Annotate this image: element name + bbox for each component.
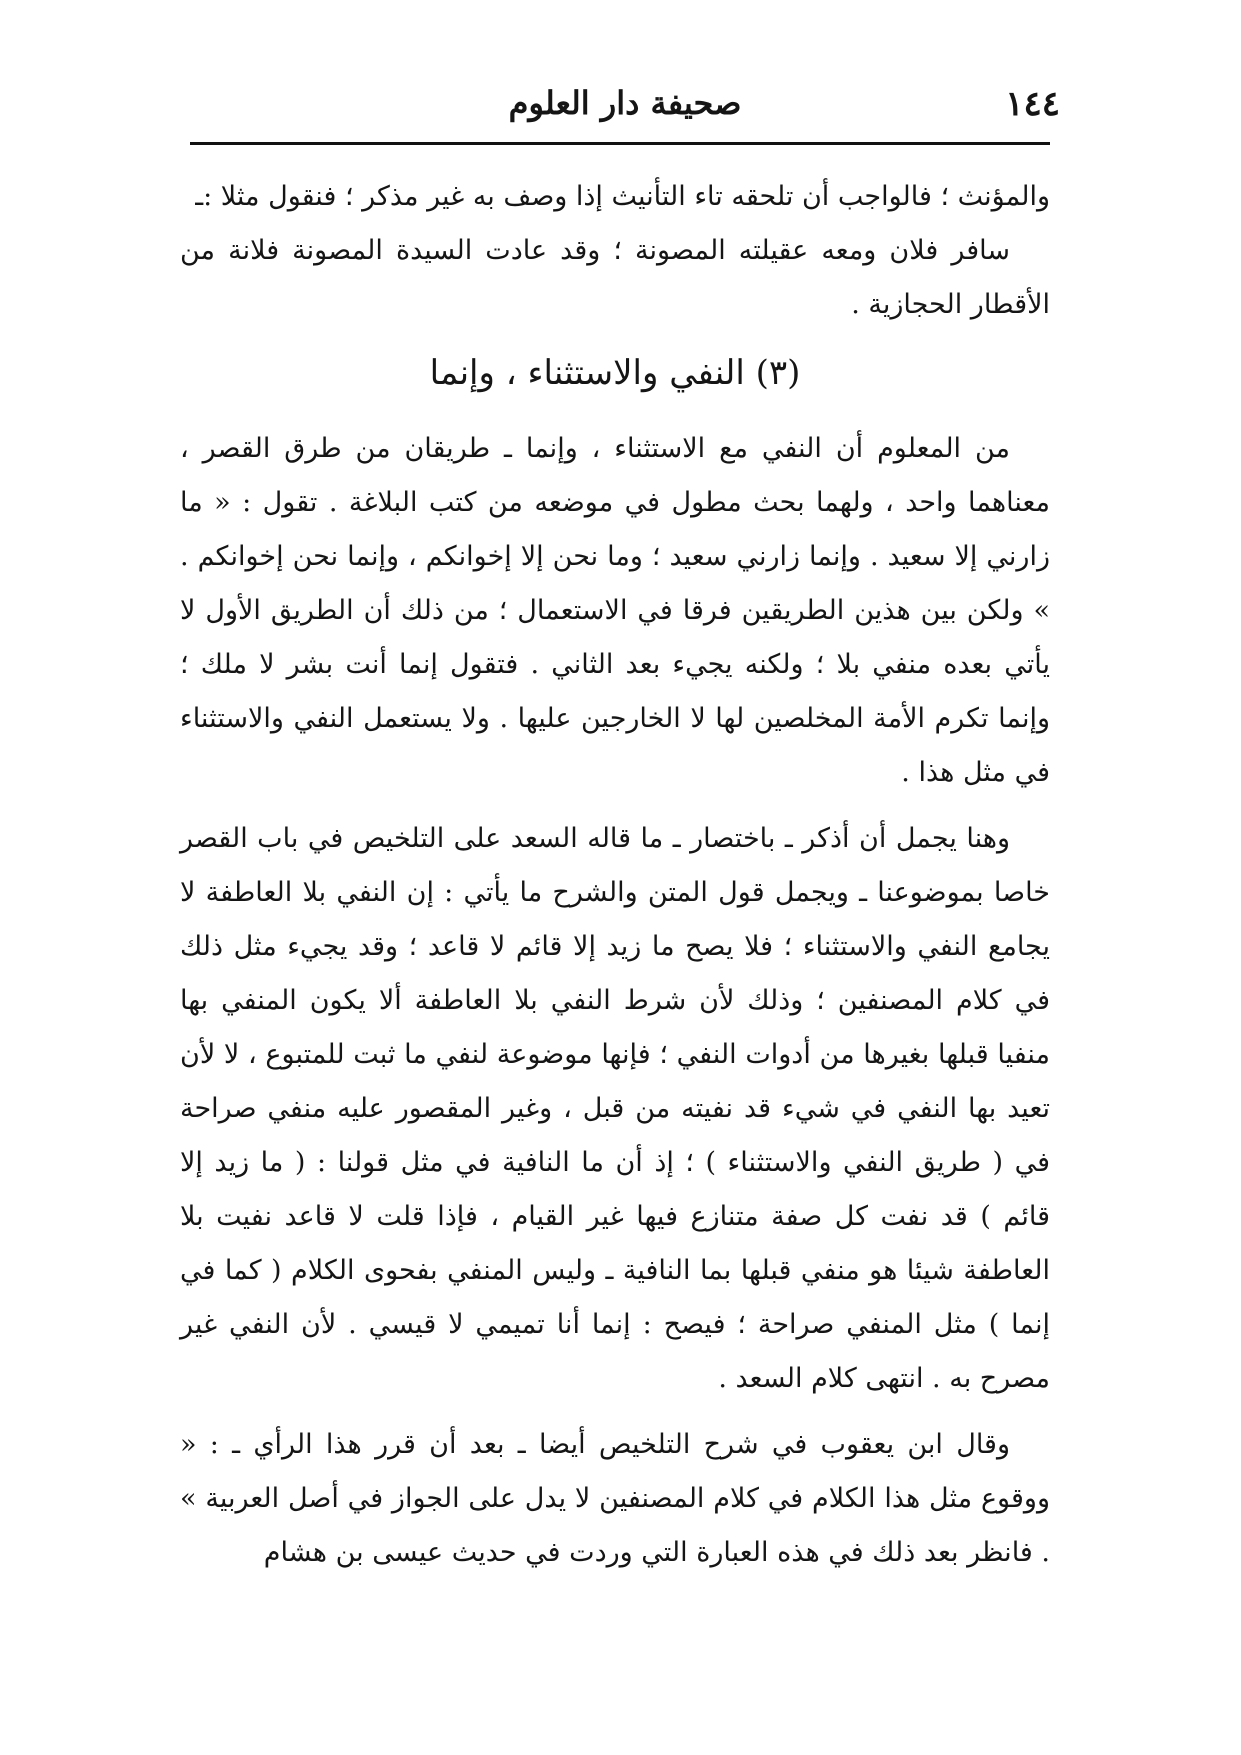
header-rule [190,142,1050,145]
paragraph-2: سافر فلان ومعه عقيلته المصونة ؛ وقد عادت السيدة المصونة فلانة من الأقطار الحجازية . [180,235,1050,320]
section-title: (٣) النفي والاستثناء ، وإنما [429,353,801,393]
paragraph-1: والمؤنث ؛ فالواجب أن تلحقه تاء التأنيث إذا وصف به غير مذكر ؛ فنقول مثلا :ـ [195,181,1050,212]
body-paragraph-1: من المعلوم أن النفي مع الاستثناء ، وإنما ـ طريقان من طرق القصر ، معناهما واحد ، ولهما بحث مطول في موضعه من كتب البلاغة . تقول : « ما زارني إلا سعيد . وإنما زارني سعيد ؛ وما نحن إلا إخوانكم ، وإنما نحن إخوانكم . » ولكن بين هذين الطريقين فرقا في الاستعمال ؛ من ذلك أن الطريق الأول لا يأتي بعده منفي بلا ؛ ولكنه يجيء بعد الثاني . فتقول إنما أنت بشر لا ملك ؛ وإنما تكرم الأمة المخلصين لها لا الخارجين عليها . ولا يستعمل النفي والاستثناء في مثل هذا . [180,433,1050,788]
running-title: صحيفة دار العلوم [508,84,742,122]
body-paragraph-3: وقال ابن يعقوب في شرح التلخيص أيضا ـ بعد أن قرر هذا الرأي ـ : « ووقوع مثل هذا الكلام في كلام المصنفين لا يدل على الجواز في أصل العربية » . فانظر بعد ذلك في هذه العبارة التي وردت في حديث عيسى بن هشام [180,1429,1050,1568]
body-paragraph-2: وهنا يجمل أن أذكر ـ باختصار ـ ما قاله السعد على التلخيص في باب القصر خاصا بموضوعنا ـ ويجمل قول المتن والشرح ما يأتي : إن النفي بلا العاطفة لا يجامع النفي والاستثناء ؛ فلا يصح ما زيد إلا قائم لا قاعد ؛ وقد يجيء مثل ذلك في كلام المصنفين ؛ وذلك لأن شرط النفي بلا العاطفة ألا يكون المنفي بها منفيا قبلها بغيرها من أدوات النفي ؛ فإنها موضوعة لنفي ما ثبت للمتبوع ، لا لأن تعيد بها النفي في شيء قد نفيته من قبل ، وغير المقصور عليه منفي صراحة في ( طريق النفي والاستثناء ) ؛ إذ أن ما النافية في مثل قولنا : ( ما زيد إلا قائم ) قد نفت كل صفة متنازع فيها غير القيام ، فإذا قلت لا قاعد نفيت بلا العاطفة شيئا هو منفي قبلها بما النافية ـ وليس المنفي بفحوى الكلام ( كما في إنما ) مثل المنفي صراحة ؛ فيصح : إنما أنا تميمي لا قيسي . لأن النفي غير مصرح به . انتهى كلام السعد . [180,823,1050,1394]
page-header [190,82,1060,132]
page-content [180,170,1050,1580]
page-number: ١٤٤ [1005,84,1060,124]
